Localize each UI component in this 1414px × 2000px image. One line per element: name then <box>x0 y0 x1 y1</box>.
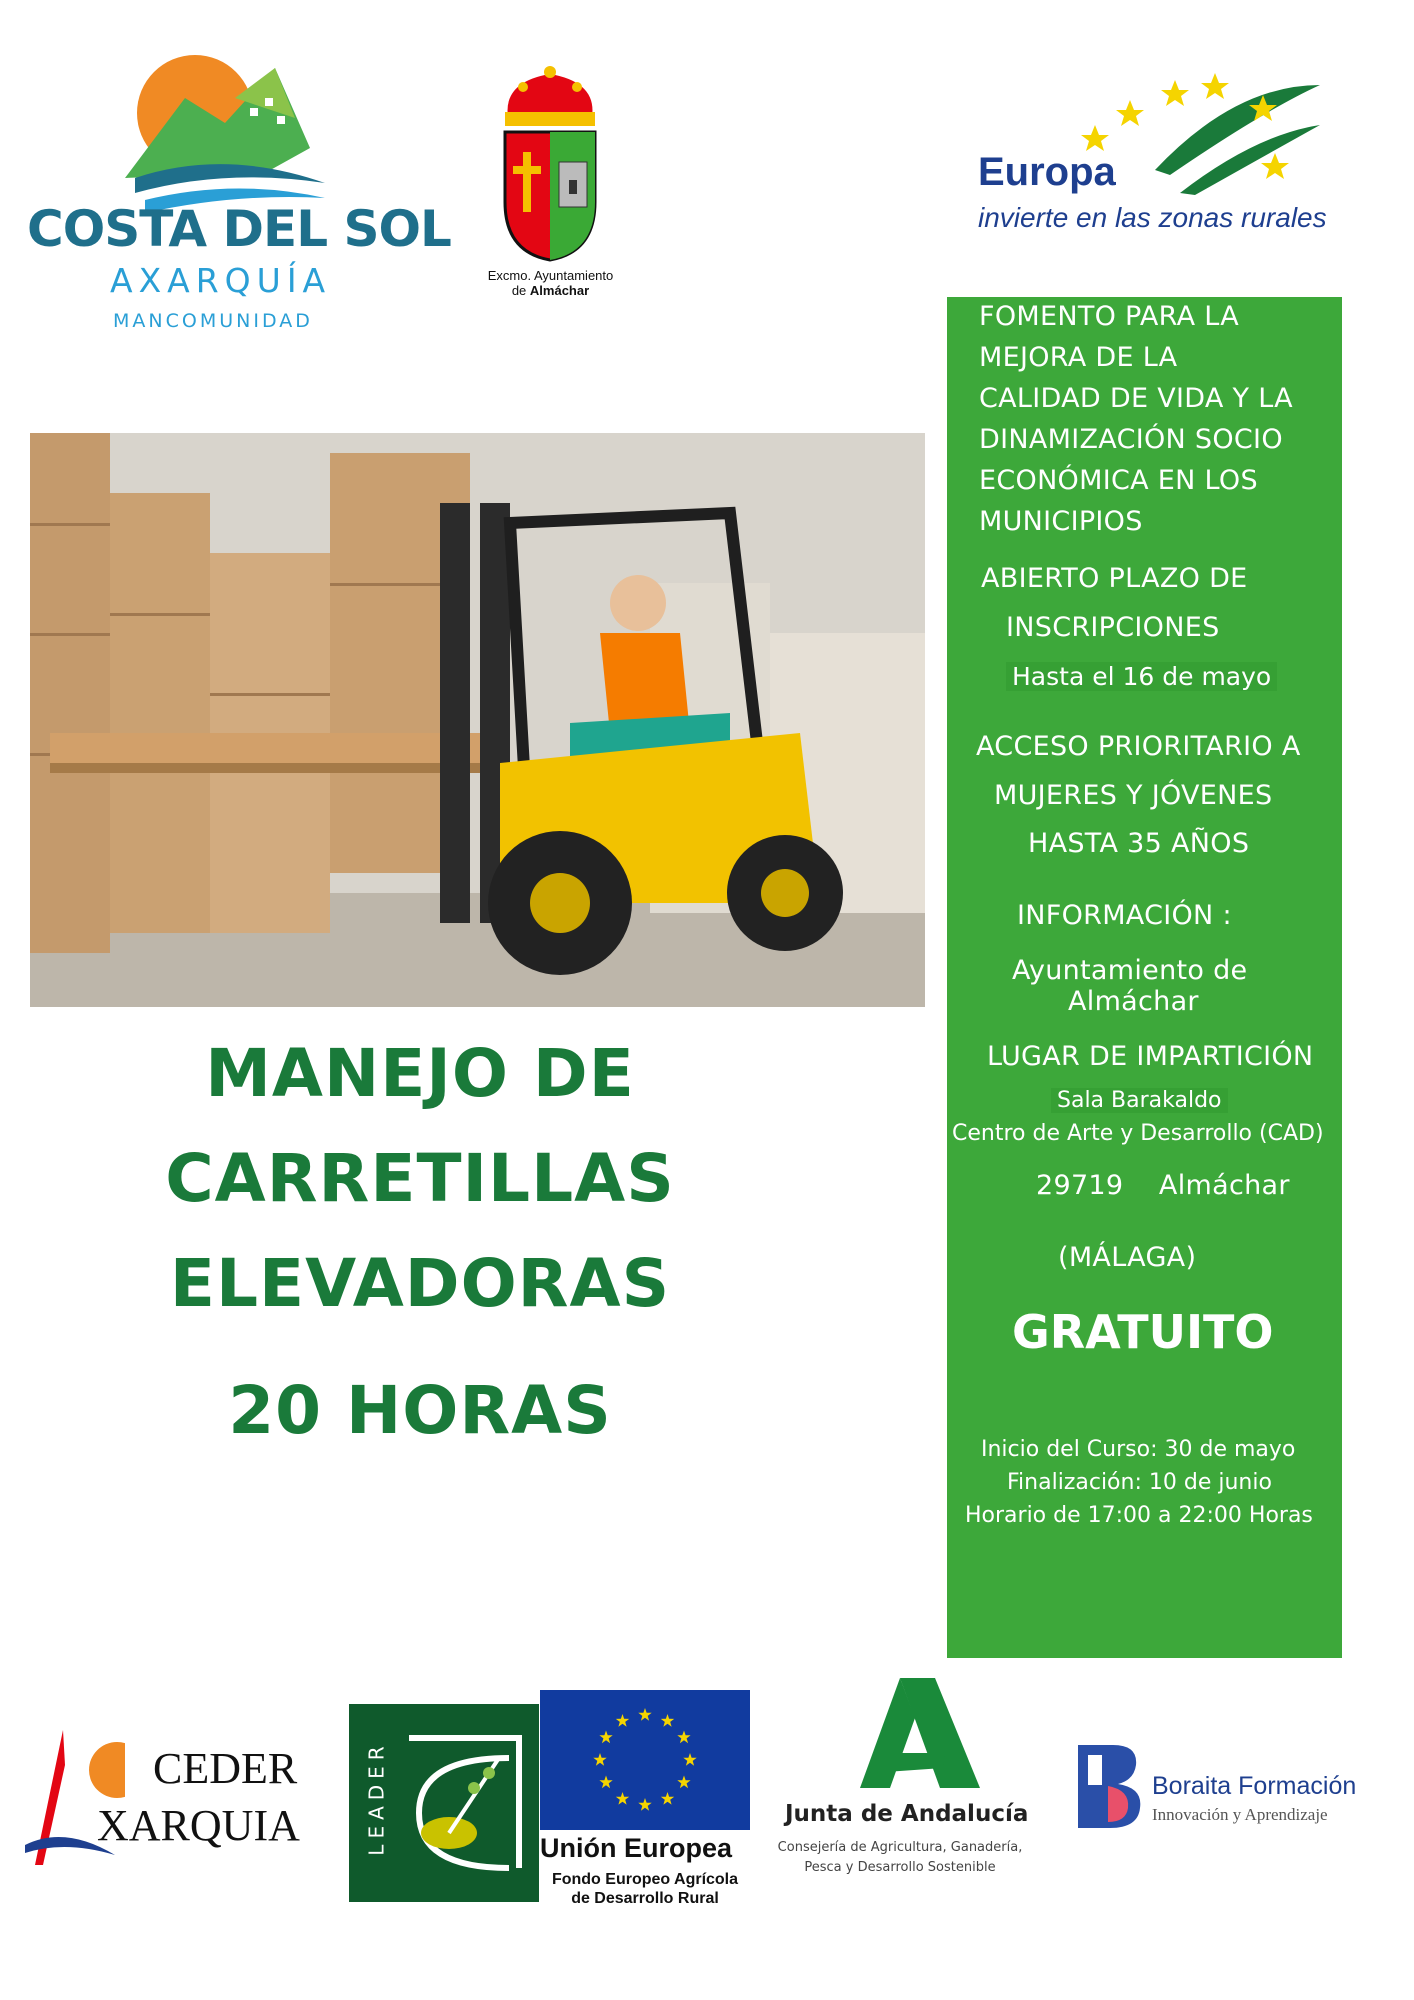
coat-caption <box>468 268 633 298</box>
info-panel <box>947 297 1342 1658</box>
deadline: Hasta el 16 de mayo <box>1006 662 1277 691</box>
place-line1: Sala Barakaldo <box>1051 1088 1228 1113</box>
open-line1: ABIERTO PLAZO DE <box>981 563 1248 594</box>
priority-line2: MUJERES Y JÓVENES <box>994 780 1273 811</box>
junta-logo <box>765 1678 1035 1888</box>
leader-text: LEADER <box>364 1740 389 1856</box>
info-line2: Almáchar <box>1068 986 1199 1017</box>
ue-sub2: de Desarrollo Rural <box>571 1890 719 1907</box>
place-label: LUGAR DE IMPARTICIÓN <box>987 1041 1314 1072</box>
ue-sub1: Fondo Europeo Agrícola <box>551 1871 739 1888</box>
info-line1: Ayuntamiento de <box>1012 955 1248 986</box>
ue-title: Unión Europea <box>540 1833 733 1863</box>
ceder-logo <box>25 1725 325 1875</box>
junta-title: Junta de Andalucía <box>785 1801 1029 1827</box>
forklift-warehouse-photo-icon <box>30 433 925 1007</box>
course-start: Inicio del Curso: 30 de mayo <box>981 1437 1296 1462</box>
coat-caption-line2 <box>468 283 633 298</box>
open-line2: INSCRIPCIONES <box>1006 612 1220 643</box>
course-hours: 20 HORAS <box>228 1372 612 1449</box>
boraita-title: Boraita Formación <box>1152 1772 1357 1800</box>
forklift-photo <box>30 433 925 1007</box>
priority-line3: HASTA 35 AÑOS <box>1028 828 1250 859</box>
coat-caption-line1: Excmo. Ayuntamiento <box>487 268 614 283</box>
intro-line2: MEJORA DE LA <box>979 342 1178 373</box>
place-line3: 29719 Almáchar <box>1036 1170 1290 1201</box>
intro-line4: DINAMIZACIÓN SOCIO <box>979 424 1283 455</box>
priority-line1: ACCESO PRIORITARIO A <box>976 731 1301 762</box>
europa-logo <box>975 65 1345 245</box>
place-line4: (MÁLAGA) <box>1058 1242 1197 1273</box>
course-end: Finalización: 10 de junio <box>1007 1470 1272 1495</box>
blue-b-logo-icon <box>1068 1740 1148 1830</box>
union-europea-logo <box>540 1690 750 1912</box>
free-label: GRATUITO <box>1012 1305 1274 1359</box>
boraita-logo <box>1068 1740 1408 1840</box>
course-title-line3: ELEVADORAS <box>169 1245 671 1322</box>
mountain-sun-logo-icon <box>25 28 425 228</box>
coat-caption-prefix: de <box>511 283 530 298</box>
course-schedule: Horario de 17:00 a 22:00 Horas <box>965 1503 1313 1528</box>
ceder-line2: XARQUIA <box>97 1801 300 1850</box>
intro-line6: MUNICIPIOS <box>979 506 1143 537</box>
almachar-coat-of-arms <box>483 62 618 302</box>
place-line2: Centro de Arte y Desarrollo (CAD) <box>952 1121 1324 1146</box>
ceder-line1: CEDER <box>153 1744 298 1793</box>
boraita-subtitle: Innovación y Aprendizaje <box>1152 1805 1328 1824</box>
intro-line3: CALIDAD DE VIDA Y LA <box>979 383 1293 414</box>
europa-subtitle: invierte en las zonas rurales <box>978 202 1327 233</box>
leader-emblem-icon <box>389 1718 539 1888</box>
junta-sub1: Consejería de Agricultura, Ganadería, <box>777 1840 1023 1855</box>
crowned-shield-icon <box>483 62 618 262</box>
costa-line3: MANCOMUNIDAD <box>113 310 313 332</box>
course-title-line1: MANEJO DE <box>205 1035 635 1112</box>
info-label: INFORMACIÓN : <box>1017 900 1232 931</box>
costa-line1: COSTA DEL SOL <box>27 200 451 258</box>
intro-line5: ECONÓMICA EN LOS <box>979 465 1258 496</box>
costa-del-sol-logo <box>25 28 451 343</box>
coat-caption-name: Almáchar <box>529 283 590 298</box>
course-title-line2: CARRETILLAS <box>165 1140 675 1217</box>
europa-title: Europa <box>978 150 1116 194</box>
costa-line2: AXARQUÍA <box>110 261 332 300</box>
leader-logo <box>349 1704 539 1902</box>
green-a-logo-icon <box>765 1678 1035 1798</box>
junta-sub2: Pesca y Desarrollo Sostenible <box>804 1860 996 1875</box>
eu-stars-flag-icon <box>540 1690 750 1830</box>
intro-line1: FOMENTO PARA LA <box>979 301 1240 332</box>
